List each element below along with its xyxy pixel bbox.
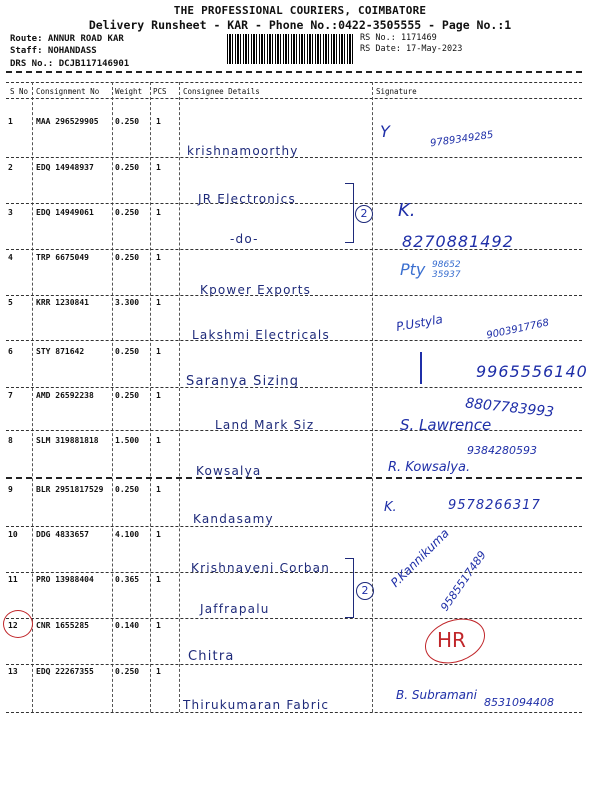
row-weight: 0.250 bbox=[115, 163, 140, 172]
row-weight: 0.250 bbox=[115, 117, 140, 126]
row-pcs: 1 bbox=[156, 436, 161, 445]
row-sno: 2 bbox=[8, 163, 13, 172]
signature-stroke bbox=[420, 352, 422, 384]
row-weight: 0.250 bbox=[115, 485, 140, 494]
row-pcs: 1 bbox=[156, 298, 161, 307]
row-sno: 12 bbox=[8, 621, 18, 630]
row-sno: 10 bbox=[8, 530, 18, 539]
row-pcs: 1 bbox=[156, 117, 161, 126]
brace-mark bbox=[345, 183, 354, 243]
row-sno: 9 bbox=[8, 485, 13, 494]
col-pcs: PCS bbox=[153, 87, 167, 96]
row-consignee: Krishnaveni Corban bbox=[191, 561, 331, 575]
row-pcs: 1 bbox=[156, 667, 161, 676]
row-signature-phone: 9003917768 bbox=[485, 317, 551, 342]
col-signature: Signature bbox=[376, 87, 417, 96]
row-consignment: EDQ 14948937 bbox=[36, 163, 94, 172]
row-rule bbox=[6, 157, 582, 158]
col-sno: S No bbox=[10, 87, 29, 96]
row-weight: 0.250 bbox=[115, 347, 140, 356]
row-signature-mark: HR bbox=[437, 628, 466, 652]
row-consignee: Thirukumaran Fabric bbox=[183, 698, 330, 712]
row-signature-name: P.Kannikuma bbox=[388, 526, 452, 590]
row-consignee: Kowsalya bbox=[196, 464, 262, 478]
row-consignment: BLR 2951817529 bbox=[36, 485, 104, 494]
row-signature-name: Y bbox=[380, 122, 390, 141]
row-rule bbox=[6, 712, 582, 713]
row-sno: 5 bbox=[8, 298, 13, 307]
row-signature-phone: 8270881492 bbox=[402, 232, 514, 251]
row-pcs: 1 bbox=[156, 530, 161, 539]
row-pcs: 1 bbox=[156, 391, 161, 400]
header-rule bbox=[6, 82, 582, 83]
row-weight: 0.250 bbox=[115, 667, 140, 676]
drs-number: DRS No.: DCJB117146901 bbox=[10, 59, 130, 69]
row-sno: 13 bbox=[8, 667, 18, 676]
row-signature-name: P.Ustyla bbox=[395, 312, 444, 334]
row-pcs: 1 bbox=[156, 621, 161, 630]
route-label: Route: ANNUR ROAD KAR bbox=[10, 34, 124, 44]
row-signature-name: Pty bbox=[400, 260, 426, 279]
col-consignment: Consignment No bbox=[36, 87, 100, 96]
row-sno: 3 bbox=[8, 208, 13, 217]
row-consignee: -do- bbox=[230, 232, 259, 246]
row-consignee: Kpower Exports bbox=[200, 283, 312, 297]
row-consignee: Chitra bbox=[188, 649, 235, 664]
row-signature-name: K. bbox=[384, 500, 397, 515]
header-rule bbox=[6, 71, 582, 73]
count-badge: 2 bbox=[355, 205, 373, 223]
row-weight: 0.250 bbox=[115, 253, 140, 262]
row-signature-phone: 9789349285 bbox=[429, 129, 495, 150]
row-signature-name: R. Kowsalya. bbox=[388, 460, 471, 475]
row-consignment: DDG 4833657 bbox=[36, 530, 89, 539]
row-rule bbox=[6, 526, 582, 527]
row-signature-name: S. Lawrence bbox=[400, 416, 492, 434]
row-sno: 4 bbox=[8, 253, 13, 262]
row-signature-phone: 8531094408 bbox=[484, 696, 554, 709]
row-weight: 1.500 bbox=[115, 436, 140, 445]
rs-number: RS No.: 1171469 bbox=[360, 33, 437, 43]
row-rule bbox=[6, 618, 582, 619]
row-rule bbox=[6, 203, 582, 204]
row-pcs: 1 bbox=[156, 347, 161, 356]
row-signature-phone: 98652 35937 bbox=[432, 260, 461, 280]
row-sno: 1 bbox=[8, 117, 13, 126]
row-weight: 0.250 bbox=[115, 391, 140, 400]
row-consignment: PRO 13988404 bbox=[36, 575, 94, 584]
row-consignment: EDQ 22267355 bbox=[36, 667, 94, 676]
row-sno: 8 bbox=[8, 436, 13, 445]
row-consignment: STY 871642 bbox=[36, 347, 85, 356]
row-sno: 6 bbox=[8, 347, 13, 356]
row-weight: 0.250 bbox=[115, 208, 140, 217]
row-consignment: KRR 1230841 bbox=[36, 298, 89, 307]
row-consignment: CNR 1655285 bbox=[36, 621, 89, 630]
row-signature-name: B. Subramani bbox=[396, 688, 477, 702]
row-signature-phone: 9578266317 bbox=[448, 498, 541, 513]
row-consignment: SLM 319881818 bbox=[36, 436, 99, 445]
company-title: THE PROFESSIONAL COURIERS, COIMBATORE bbox=[173, 4, 427, 17]
row-weight: 0.140 bbox=[115, 621, 140, 630]
row-pcs: 1 bbox=[156, 253, 161, 262]
rs-date: RS Date: 17-May-2023 bbox=[360, 44, 463, 54]
row-pcs: 1 bbox=[156, 208, 161, 217]
row-signature-phone: 9965556140 bbox=[476, 362, 588, 381]
row-rule bbox=[6, 340, 582, 341]
header-rule bbox=[6, 98, 582, 99]
row-consignee: Saranya Sizing bbox=[186, 374, 300, 389]
row-weight: 4.100 bbox=[115, 530, 140, 539]
row-rule bbox=[6, 249, 582, 250]
row-signature-name: K. bbox=[398, 200, 416, 221]
row-weight: 0.365 bbox=[115, 575, 140, 584]
row-signature-phone: 8807783993 bbox=[464, 395, 555, 421]
row-consignee: krishnamoorthy bbox=[187, 144, 299, 158]
row-sno: 7 bbox=[8, 391, 13, 400]
row-consignment: MAA 296529905 bbox=[36, 117, 99, 126]
row-consignment: EDQ 14949061 bbox=[36, 208, 94, 217]
row-consignee: JR Electronics bbox=[198, 192, 296, 206]
row-pcs: 1 bbox=[156, 575, 161, 584]
col-consignee: Consignee Details bbox=[183, 87, 260, 96]
row-weight: 3.300 bbox=[115, 298, 140, 307]
row-signature-phone: 9384280593 bbox=[467, 444, 537, 457]
row-rule bbox=[6, 572, 582, 573]
row-rule bbox=[6, 664, 582, 665]
row-pcs: 1 bbox=[156, 485, 161, 494]
row-sno: 11 bbox=[8, 575, 18, 584]
row-consignment: AMD 26592238 bbox=[36, 391, 94, 400]
row-rule bbox=[6, 387, 582, 388]
row-consignee: Jaffrapalu bbox=[200, 602, 270, 616]
row-consignment: TRP 6675049 bbox=[36, 253, 89, 262]
row-rule bbox=[6, 295, 582, 296]
row-consignee: Kandasamy bbox=[193, 512, 274, 526]
row-pcs: 1 bbox=[156, 163, 161, 172]
row-rule bbox=[6, 477, 582, 479]
row-consignee: Land Mark Siz bbox=[215, 418, 315, 432]
staff-label: Staff: NOHANDASS bbox=[10, 46, 97, 56]
count-badge: 2 bbox=[356, 582, 374, 600]
row-signature-phone: 9585517489 bbox=[438, 548, 489, 614]
runsheet-subtitle: Delivery Runsheet - KAR - Phone No.:0422-3505555 - Page No.:1 bbox=[88, 18, 512, 32]
brace-mark bbox=[345, 558, 354, 618]
row-rule bbox=[6, 430, 582, 431]
row-consignee: Lakshmi Electricals bbox=[192, 328, 330, 342]
col-weight: Weight bbox=[115, 87, 143, 96]
barcode bbox=[227, 34, 355, 64]
